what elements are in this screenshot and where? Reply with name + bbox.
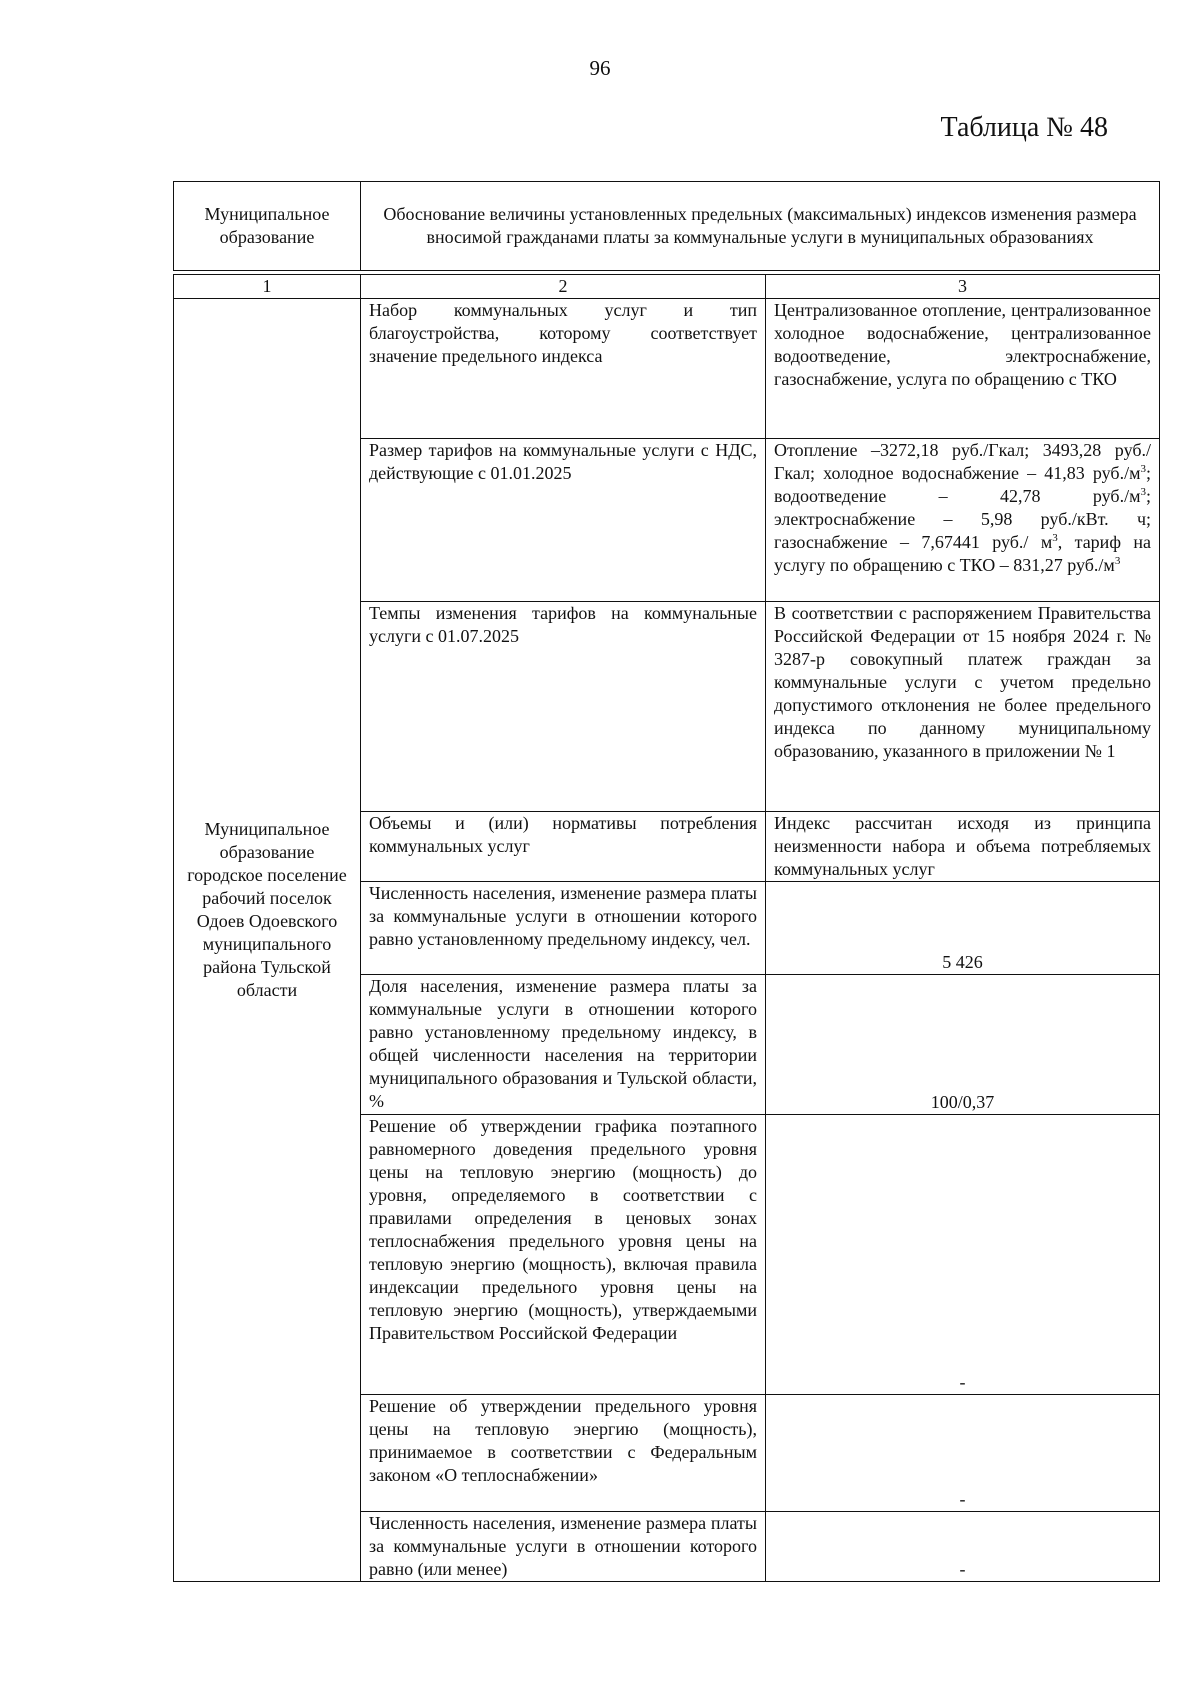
tariff-text: ; водоотведение – 42,78 руб./м [774,463,1151,506]
row-label: Решение об утверждении предельного уровня цены на тепловую энергию (мощность), принимаемое в соответствии с Федеральным законом «О теплоснабжении» [361,1395,766,1512]
page-number: 96 [589,56,611,80]
row-value: В соответствии с распоряжением Правительства Российской Федерации от 15 ноября 2024 г. № 3287-р совокупный платеж граждан за коммунальные услуги с учетом предельно допустимого отклонения не более предельного индекса по данному муниципальному образованию, указанного в приложении № 1 [766,602,1160,812]
row-label: Доля населения, изменение размера платы за коммунальные услуги в отношении которого равно установленному предельному индексу, в общей численности населения на территории муниципального образования и Тульской области, % [361,975,766,1115]
header-table [173,181,1160,271]
column-number: 3 [766,275,1160,299]
header-row [174,182,1160,271]
header-col1: Муниципальное образование [174,182,361,271]
row-label: Решение об утверждении графика поэтапного равномерного доведения предельного уровня цены на тепловую энергию (мощность) до уровня, определяемого в соответствии с правилами определения в ценовых зонах теплоснабжения предельного уровня цены на тепловую энергию (мощность), включая правила индексации предельного уровня цены на тепловую энергию (мощность), утверждаемыми Правительством Российской Федерации [361,1115,766,1395]
row-label: Темпы изменения тарифов на коммунальные услуги с 01.07.2025 [361,602,766,812]
superscript: 3 [1140,463,1146,475]
municipality-name: Муниципальное образование городское поселение рабочий поселок Одоев Одоевского муниципального района Тульской области [187,819,347,1000]
tariff-text: ; электроснабжение – 5,98 руб./кВт. ч; газоснабжение – 7,67441 руб./ м [774,486,1151,552]
row-label: Численность населения, изменение размера платы за коммунальные услуги в отношении которого равно установленному предельному индексу, чел. [361,882,766,975]
table-row [174,299,1160,439]
row-label: Объемы и (или) нормативы потребления коммунальных услуг [361,812,766,882]
table-caption: Таблица № 48 [940,112,1108,143]
row-value [766,439,1160,602]
row-label: Набор коммунальных услуг и тип благоустройства, которому соответствует значение предельного индекса [361,299,766,439]
row-value: 100/0,37 [766,975,1160,1115]
tariff-text: , тариф на услугу по обращению с ТКО – 831,27 руб./м [774,532,1151,575]
row-value: 5 426 [766,882,1160,975]
row-value: - [766,1395,1160,1512]
row-label: Численность населения, изменение размера платы за коммунальные услуги в отношении которого равно (или менее) [361,1512,766,1582]
header-col2: Обоснование величины установленных предельных (максимальных) индексов изменения размера вносимой гражданами платы за коммунальные услуги в муниципальных образованиях [361,182,1160,271]
data-table [173,274,1160,1582]
row-label: Размер тарифов на коммунальные услуги с НДС, действующие с 01.01.2025 [361,439,766,602]
column-number: 2 [361,275,766,299]
tariff-text: Отопление –3272,18 руб./Гкал; 3493,28 руб./Гкал; холодное водоснабжение – 41,83 руб./м [774,440,1151,483]
municipality-cell [174,299,361,1582]
row-value: - [766,1512,1160,1582]
row-value: Индекс рассчитан исходя из принципа неизменности набора и объема потребляемых коммунальных услуг [766,812,1160,882]
superscript: 3 [1140,486,1146,498]
column-number-row [174,275,1160,299]
column-number: 1 [174,275,361,299]
superscript: 3 [1114,555,1121,567]
superscript: 3 [1052,532,1058,544]
row-value: Централизованное отопление, централизованное холодное водоснабжение, централизованное водоотведение, электроснабжение, газоснабжение, услуга по обращению с ТКО [766,299,1160,439]
row-value: - [766,1115,1160,1395]
